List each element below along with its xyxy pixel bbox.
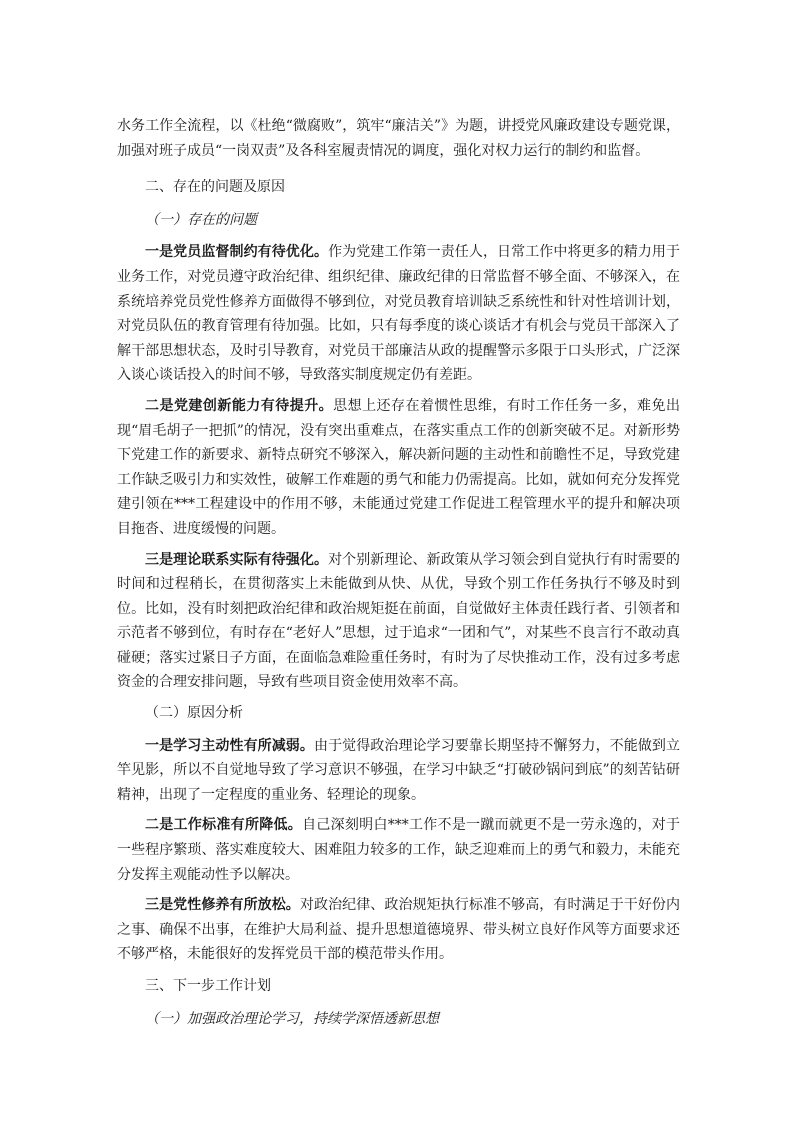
cause-1-lead: 一是学习主动性有所减弱。 (145, 737, 314, 754)
cause-1-body: 由于觉得政治理论学习要靠长期坚持不懈努力，不能做到立竿见影，所以不自觉地导致了学习意识不够强，在学习中缺乏“打破砂锅问到底”的刻苦钻研精神，出现了一定程度的重业务、轻理论的现象。 (117, 737, 681, 803)
cause-2-body: 自己深刻明白***工作不是一蹴而就更不是一劳永逸的，对于一些程序繁琐、落实难度较大、困难阻力较多的工作，缺乏迎难而上的勇气和毅力，未能充分发挥主观能动性予以解决。 (117, 817, 681, 883)
section-heading-next-steps: 三、下一步工作计划 (145, 978, 271, 994)
cause-3-body: 对政治纪律、政治规矩执行标准不够高，有时满足于干好份内之事、确保不出事，在维护大局利益、提升思想道德境界、带头树立良好作风等方面要求还不够严格，未能很好的发挥党员干部的模范带头作用。 (117, 897, 681, 963)
cause-paragraph-3 (117, 893, 680, 967)
problem-2-lead: 二是党建创新能力有待提升。 (145, 397, 334, 414)
section-heading-problems: 二、存在的问题及原因 (145, 179, 285, 196)
document-body (117, 114, 680, 1039)
subsection-heading-causes: （二）原因分析 (145, 705, 243, 722)
cause-paragraph-2 (117, 813, 680, 887)
problem-3-lead: 三是理论联系实际有待强化。 (145, 551, 329, 568)
problem-1-body: 作为党建工作第一责任人，日常工作中将更多的精力用于业务工作，对党员遵守政治纪律、组织纪律、廉政纪律的日常监督不够全面、不够深入，在系统培养党员党性修养方面做得不够到位，对党员教育培训缺乏系统性和针对性培训计划，对党员队伍的教育管理有待加强。比如，只有每季度的谈心谈话才有机会与党员干部深入了解干部思想状态，及时引导教育，对党员干部廉洁从政的提醒警示多限于口头形式，广泛深入谈心谈话投入的时间不够，导致落实制度规定仍有差距。 (117, 244, 681, 384)
problem-2-body: 思想上还存在着惯性思维，有时工作任务一多，难免出现“眉毛胡子一把抓”的情况，没有突出重难点，在落实重点工作的创新突破不足。对新形势下党建工作的新要求、新特点研究不够深入，解决新问题的主动性和前瞻性不足，导致党建工作缺乏吸引力和实效性，破解工作难题的勇气和能力仍需提高。比如，就如何充分发挥党建引领在***工程建设中的作用不够，未能通过党建工作促进工程管理水平的提升和解决项目拖沓、进度缓慢的问题。 (117, 397, 681, 537)
subsection-heading-problems: （一）存在的问题 (145, 211, 257, 228)
problem-paragraph-1 (117, 240, 680, 388)
problem-1-lead: 一是党员监督制约有待优化。 (145, 244, 329, 261)
problem-3-body: 对个别新理论、新政策从学习领会到自觉执行有时需要的时间和过程稍长，在贯彻落实上未能做到从快、从优，导致个别工作任务执行不够及时到位。比如，没有时刻把政治纪律和政治规矩挺在前面，自觉做好主体责任践行者、引领者和示范者不够到位，有时存在“老好人”思想，过于追求“一团和气”，对某些不良言行不敢动真碰硬；落实过紧日子方面，在面临急难险重任务时，有时为了尽快推动工作，没有过多考虑资金的合理安排问题，导致有些项目资金使用效率不高。 (117, 551, 681, 691)
problem-paragraph-3 (117, 548, 680, 696)
subsection-heading-theory-study: （一）加强政治理论学习，持续学深悟透新思想 (145, 1010, 439, 1027)
problem-paragraph-2 (117, 394, 680, 542)
intro-paragraph: 水务工作全流程，以《杜绝“微腐败”，筑牢“廉洁关”》为题，讲授党风廉政建设专题党课，加强对班子成员“一岗双责”及各科室履责情况的调度，强化对权力运行的制约和监督。 (117, 118, 680, 159)
cause-3-lead: 三是党性修养有所放松。 (145, 897, 300, 914)
cause-2-lead: 二是工作标准有所降低。 (145, 817, 303, 834)
cause-paragraph-1 (117, 734, 680, 808)
